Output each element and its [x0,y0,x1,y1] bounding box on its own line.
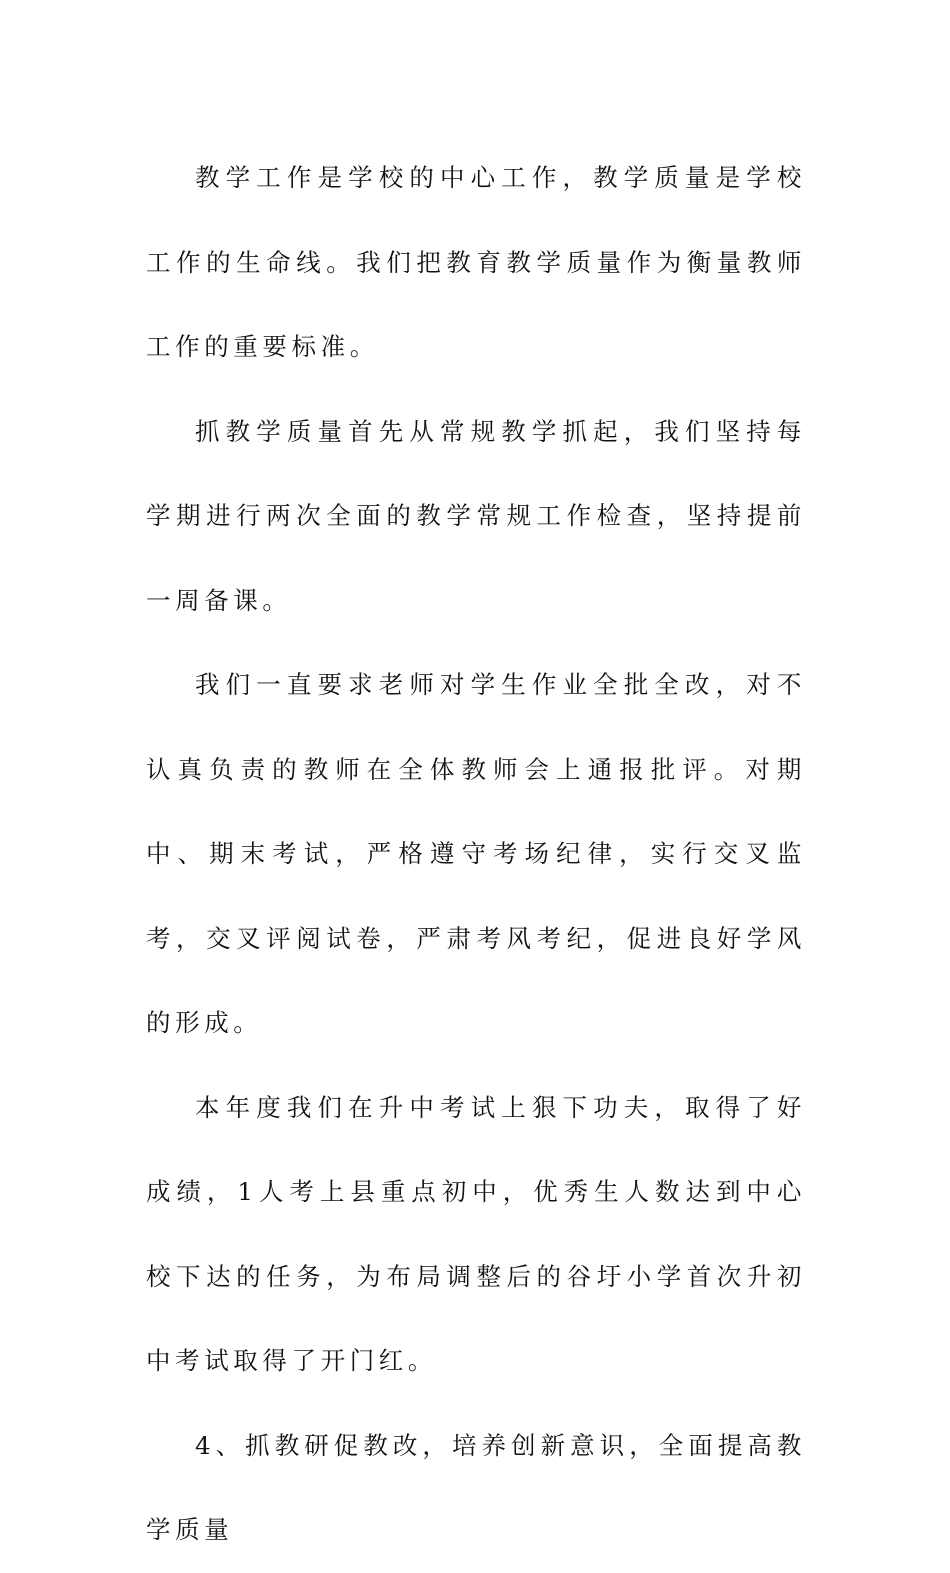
paragraph-teaching-quality: 教学工作是学校的中心工作，教学质量是学校工作的生命线。我们把教育教学质量作为衡量教师工作的重要标准。 [146,163,806,361]
paragraph-routine-teaching: 抓教学质量首先从常规教学抓起，我们坚持每学期进行两次全面的教学常规工作检查，坚持提前一周备课。 [146,416,806,615]
paragraph-annual-results: 本年度我们在升中考试上狠下功夫，取得了好成绩，1人考上县重点初中，优秀生人数达到中心校下达的任务，为布局调整后的谷圩小学首次升初中考试取得了开门红。 [146,1092,806,1375]
document-body [146,136,806,1573]
paragraph-section-heading-4: 4、抓教研促教改，培养创新意识，全面提高教学质量 [146,1430,806,1544]
paragraph-homework-exams: 我们一直要求老师对学生作业全批全改，对不认真负责的教师在全体教师会上通报批评。对期中、期末考试，严格遵守考场纪律，实行交叉监考，交叉评阅试卷，严肃考风考纪，促进良好学风的形成。 [146,670,806,1037]
